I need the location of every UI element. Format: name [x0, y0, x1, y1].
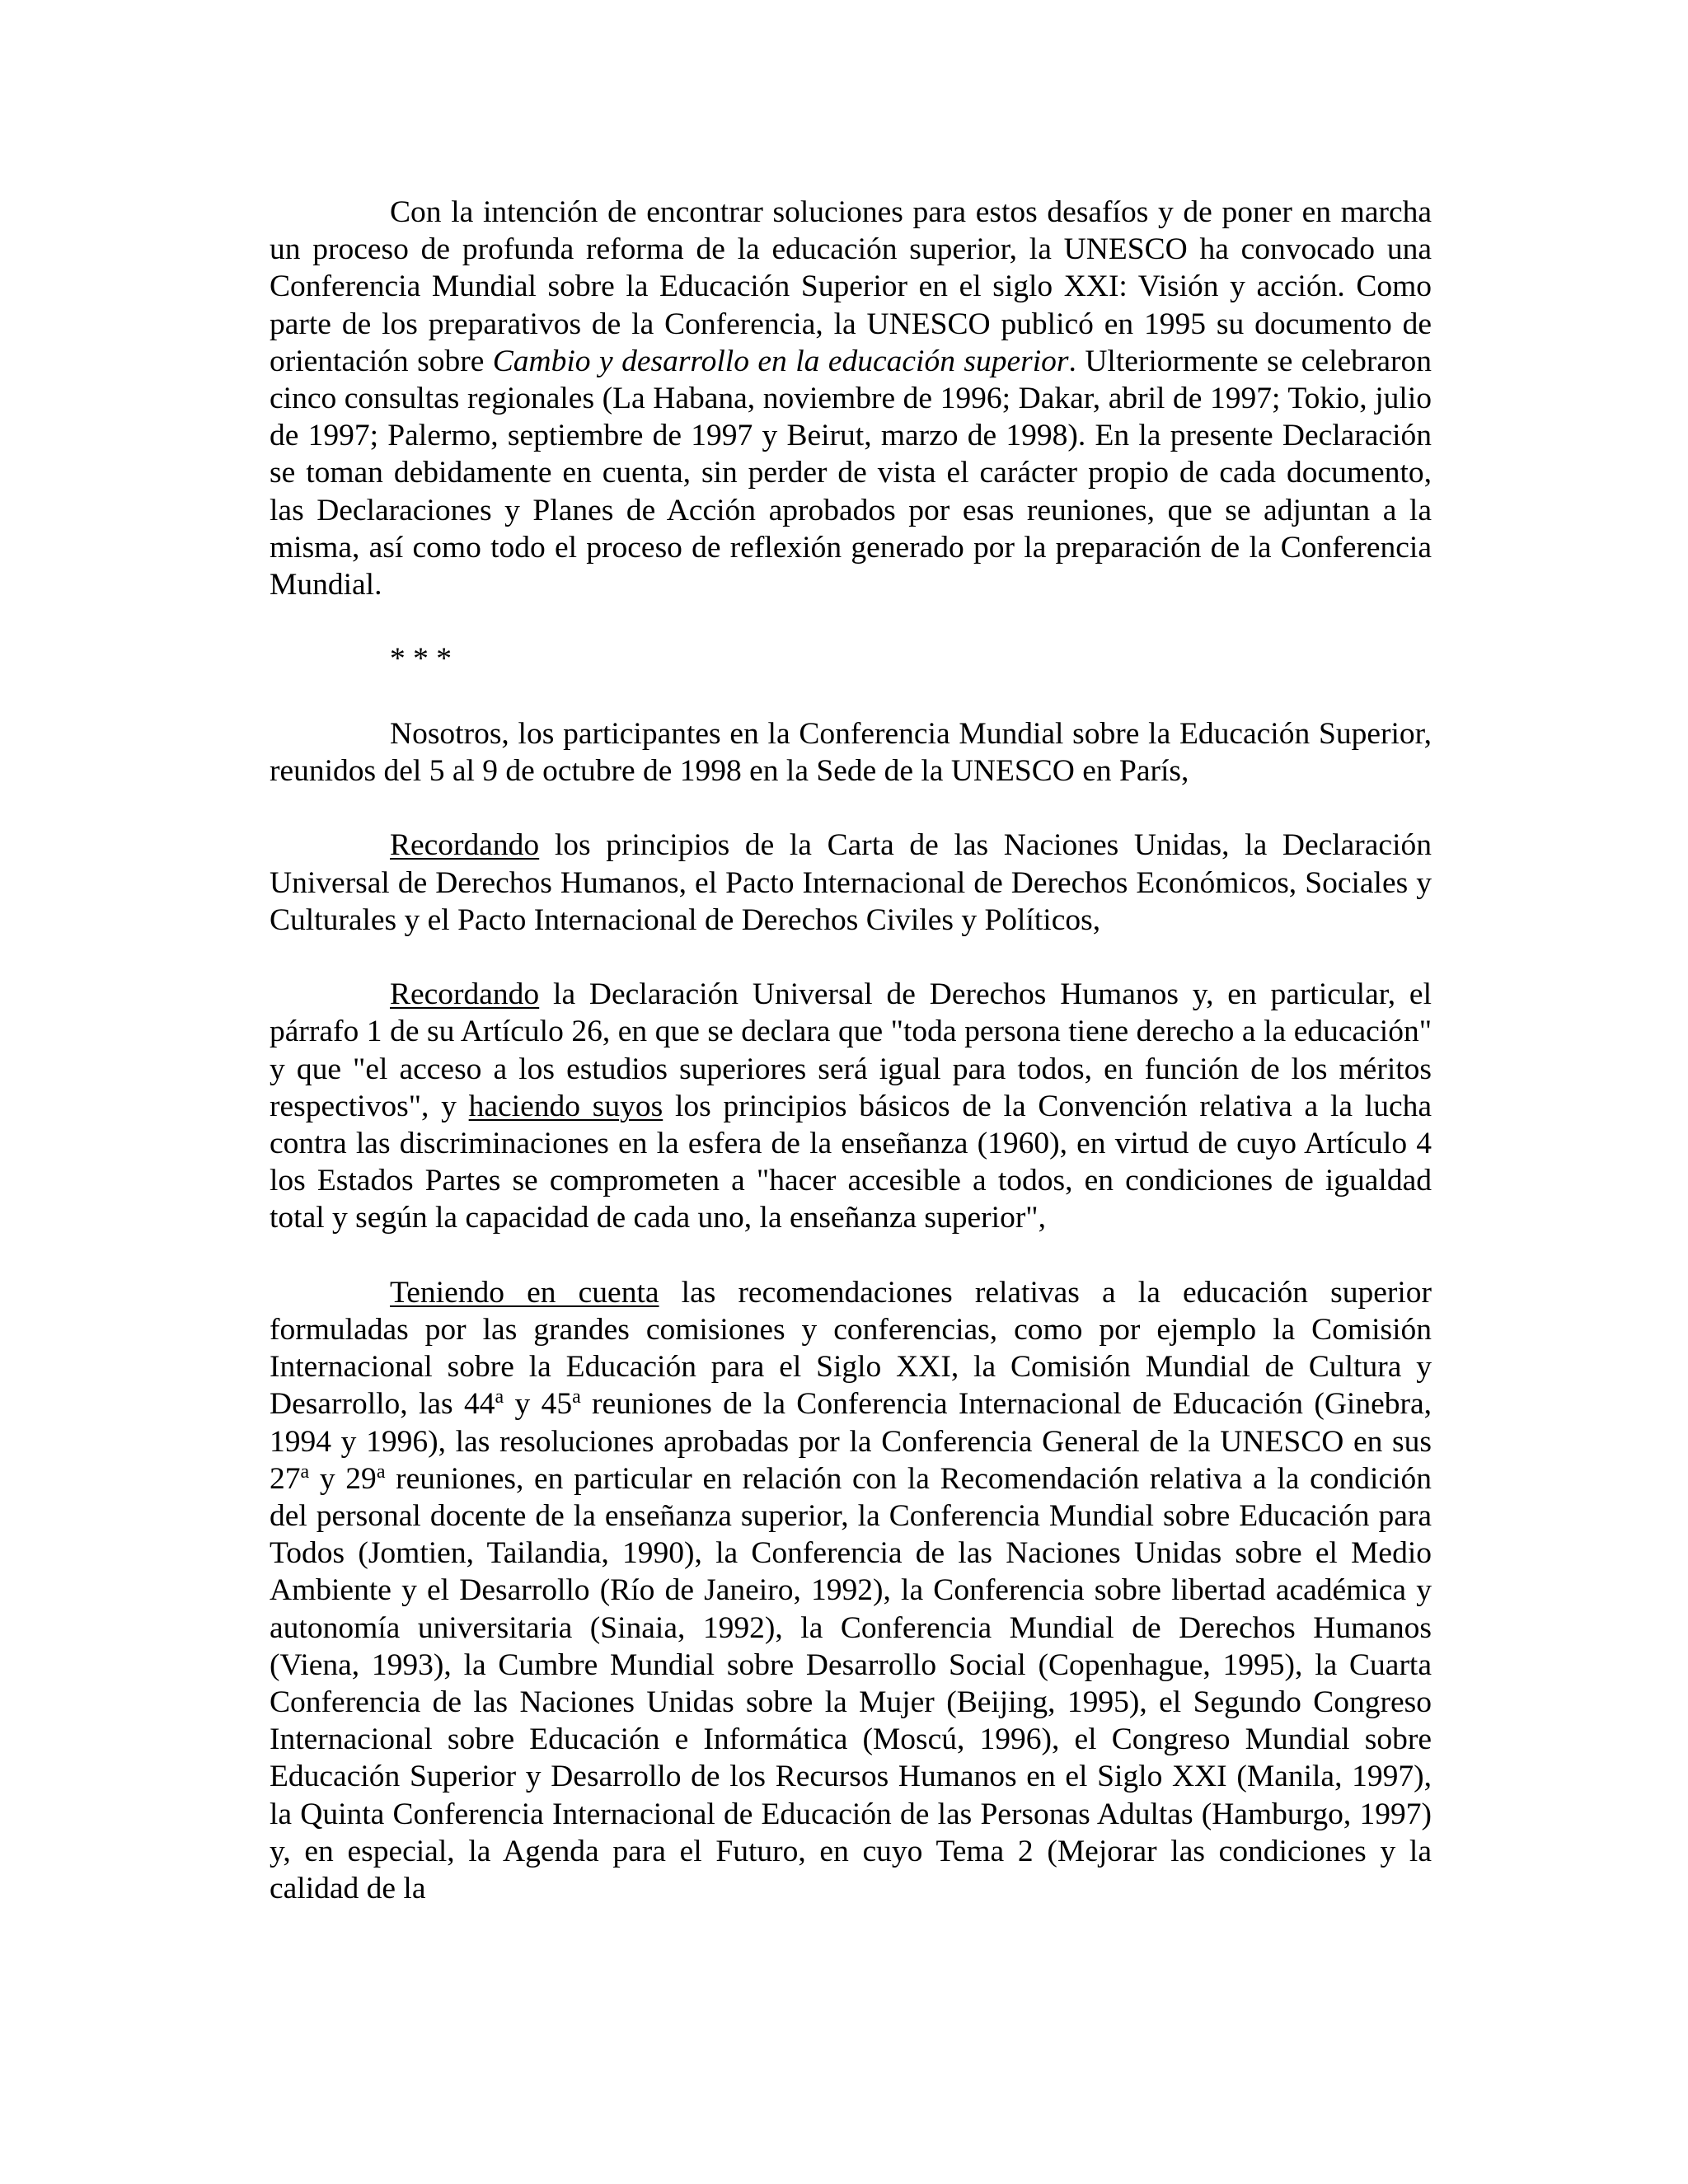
paragraph-taking-into-account	[270, 1274, 1432, 1907]
spacer	[270, 1237, 1432, 1274]
paragraph-text: la Declaración Universal de Derechos Humanos y, en particular, el párrafo 1 de su Artículo 26, en que se declara que "toda persona tiene derecho a la educación" y que "el acceso a los estudios superiores será igual para todos, en función de los méritos respectivos", y	[270, 977, 1432, 1123]
ordinal-superscript: a	[300, 1460, 310, 1483]
spacer	[270, 603, 1432, 640]
ordinal-superscript: a	[495, 1386, 504, 1408]
paragraph-text: las recomendaciones relativas a la educación superior formuladas por las grandes comisiones y conferencias, como por ejemplo la Comisión Internacional sobre la Educación para el Siglo XXI, la Comisión Mundial de Cultura y Desarrollo, las 44	[270, 1275, 1432, 1422]
paragraph-text: los principios básicos de la Convención relativa a la lucha contra las discriminaciones en la esfera de la enseñanza (1960), en virtud de cuyo Artículo 4 los Estados Partes se comprometen a "hacer accesible a todos, en condiciones de igualdad total y según la capacidad de cada uno, la enseñanza superior",	[270, 1089, 1432, 1235]
underlined-term: Teniendo en cuenta	[390, 1275, 659, 1310]
underlined-term: haciendo suyos	[468, 1089, 663, 1123]
paragraph-participants: Nosotros, los participantes en la Conferencia Mundial sobre la Educación Superior, reunidos del 5 al 9 de octubre de 1998 en la Sede de la UNESCO en París,	[270, 716, 1432, 788]
paragraph-intro-text-a: Con la intención de encontrar soluciones para estos desafíos y de poner en marcha un proceso de profunda reforma de la educación superior, la UNESCO ha convocado una Conferencia Mundial sobre la Educación Superior en el siglo XXI: Visión y acción. Como parte de los preparativos de la Conferencia, la UNESCO publicó en 1995 su documento de orientación sobre	[270, 195, 1432, 378]
ordinal-superscript: a	[572, 1386, 581, 1408]
spacer	[270, 678, 1432, 715]
underlined-term: Recordando	[390, 977, 540, 1012]
spacer	[270, 790, 1432, 827]
spacer	[270, 939, 1432, 976]
paragraph-text: los principios de la Carta de las Naciones Unidas, la Declaración Universal de Derechos Humanos, el Pacto Internacional de Derechos Económicos, Sociales y Culturales y el Pacto Internacional de Derechos Civiles y Políticos,	[270, 828, 1432, 937]
paragraph-recalling-declaration	[270, 976, 1432, 1236]
document-title-italic: Cambio y desarrollo en la educación superior	[492, 344, 1069, 378]
section-separator: * * *	[390, 642, 452, 677]
underlined-term: Recordando	[390, 828, 540, 863]
paragraph-recalling-charter	[270, 827, 1432, 939]
document-body	[270, 194, 1432, 1907]
paragraph-text: y 45	[504, 1387, 573, 1422]
paragraph-text: reuniones, en particular en relación con la Recomendación relativa a la condición del personal docente de la enseñanza superior, la Conferencia Mundial sobre Educación para Todos (Jomtien, Tailandia, 1990), la Conferencia de las Naciones Unidas sobre el Medio Ambiente y el Desarrollo (Río de Janeiro, 1992), la Conferencia sobre libertad académica y autonomía universitaria (Sinaia, 1992), la Conferencia Mundial de Derechos Humanos (Viena, 1993), la Cumbre Mundial sobre Desarrollo Social (Copenhague, 1995), la Cuarta Conferencia de las Naciones Unidas sobre la Mujer (Beijing, 1995), el Segundo Congreso Internacional sobre Educación e Informática (Moscú, 1996), el Congreso Mundial sobre Educación Superior y Desarrollo de los Recursos Humanos en el Siglo XXI (Manila, 1997), la Quinta Conferencia Internacional de Educación de las Personas Adultas (Hamburgo, 1997) y, en especial, la Agenda para el Futuro, en cuyo Tema 2 (Mejorar las condiciones y la calidad de la	[270, 1461, 1432, 1906]
paragraph-text: y 29	[309, 1461, 377, 1496]
paragraph-intro-text-b: . Ulteriormente se celebraron cinco consultas regionales (La Habana, noviembre de 1996; Dakar, abril de 1997; Tokio, julio de 1997; Palermo, septiembre de 1997 y Beirut, marzo de 1998). En la presente Declaración se toman debidamente en cuenta, sin perder de vista el carácter propio de cada documento, las Declaraciones y Planes de Acción aprobados por esas reuniones, que se adjuntan a la misma, así como todo el proceso de reflexión generado por la preparación de la Conferencia Mundial.	[270, 344, 1432, 602]
paragraph-text: reuniones de la Conferencia Internacional de Educación (Ginebra, 1994 y 1996), las resoluciones aprobadas por la Conferencia General de la UNESCO en sus 27	[270, 1387, 1432, 1496]
ordinal-superscript: a	[376, 1460, 386, 1483]
paragraph-intro	[270, 194, 1432, 603]
